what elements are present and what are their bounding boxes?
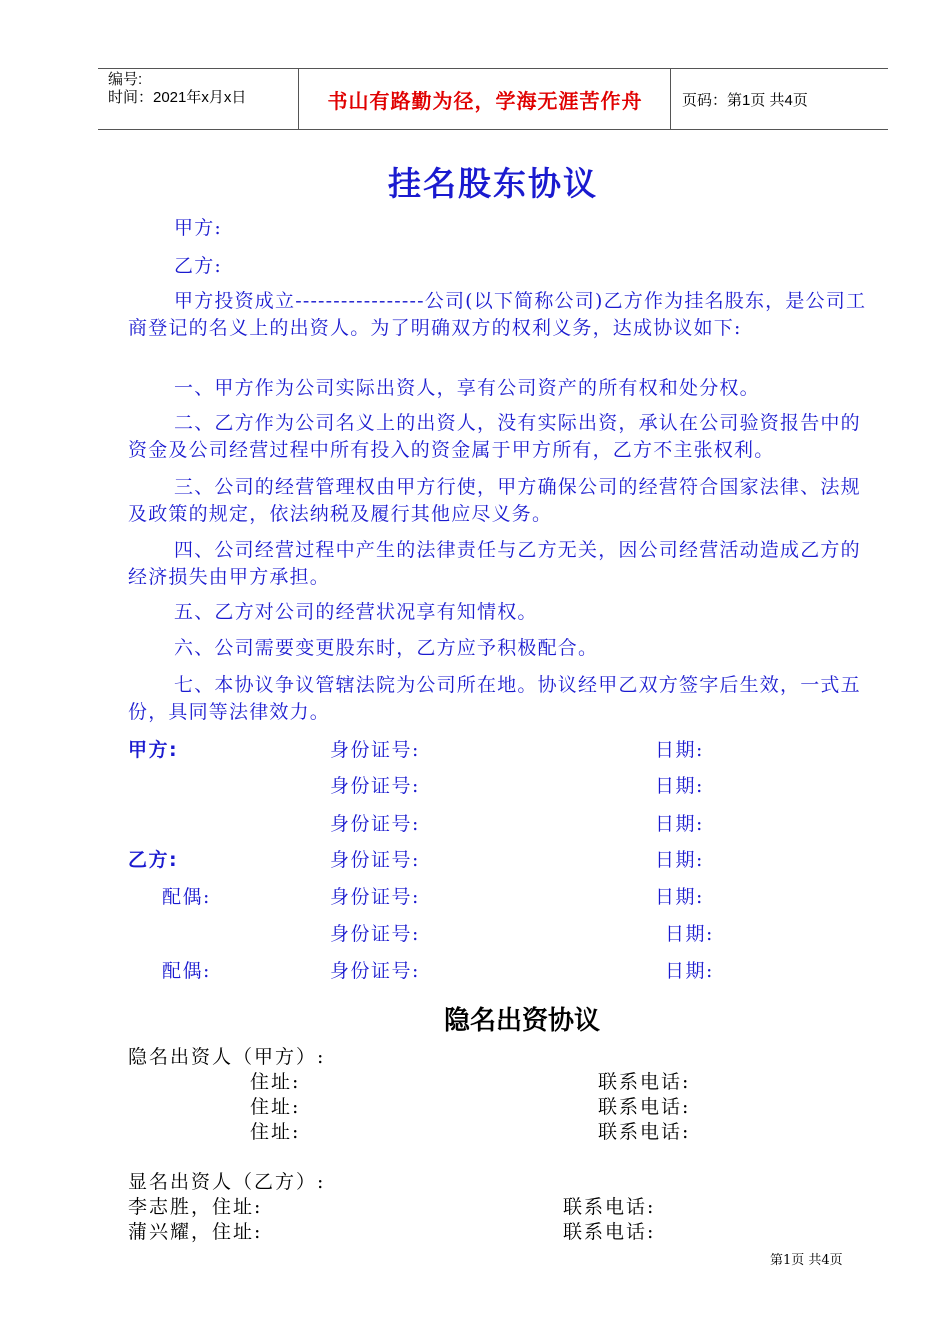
signature-id-label: 身份证号: <box>330 813 420 835</box>
signature-date-label: 日期: <box>655 813 704 835</box>
header-divider <box>670 69 671 129</box>
signature-id-label: 身份证号: <box>330 886 420 908</box>
signature-date-label: 日期: <box>655 775 704 797</box>
phone-label: 联系电话: <box>563 1196 656 1218</box>
clause-2: 二、乙方作为公司名义上的出资人，没有实际出资，承认在公司验资报告中的资金及公司经营过程中所有投入的资金属于甲方所有，乙方不主张权利。 <box>128 412 861 461</box>
phone-label: 联系电话: <box>598 1096 691 1118</box>
document-time-label: 时间：2021年x月x日 <box>108 89 247 106</box>
address-label: 住址: <box>250 1071 301 1093</box>
address-label: 住址: <box>250 1096 301 1118</box>
phone-label: 联系电话: <box>598 1121 691 1143</box>
phone-label: 联系电话: <box>563 1221 656 1243</box>
document-number-label: 编号: <box>108 71 143 88</box>
named-investor-heading: 显名出资人（乙方）: <box>128 1171 326 1193</box>
signature-date-label: 日期: <box>655 849 704 871</box>
signature-id-label: 身份证号: <box>330 739 420 761</box>
clause-1: 一、甲方作为公司实际出资人，享有公司资产的所有权和处分权。 <box>174 377 760 399</box>
signature-date-label: 日期: <box>665 923 714 945</box>
signature-spouse: 配偶: <box>162 960 211 982</box>
clause-5: 五、乙方对公司的经营状况享有知情权。 <box>174 601 538 623</box>
signature-id-label: 身份证号: <box>330 960 420 982</box>
named-person-1: 李志胜，住址: <box>128 1196 263 1218</box>
signature-id-label: 身份证号: <box>330 849 420 871</box>
header-motto: 书山有路勤为径，学海无涯苦作舟 <box>327 89 643 113</box>
address-label: 住址: <box>250 1121 301 1143</box>
header-meta <box>108 71 246 107</box>
second-document-title: 隐名出资协议 <box>443 1006 600 1036</box>
header-page-number: 页码：第1页 共4页 <box>682 92 808 109</box>
header-divider <box>298 69 299 129</box>
clause-6: 六、公司需要变更股东时，乙方应予积极配合。 <box>174 637 599 659</box>
clause-4: 四、公司经营过程中产生的法律责任与乙方无关，因公司经营活动造成乙方的经济损失由甲方承担。 <box>128 539 861 588</box>
named-person-2: 蒲兴耀，住址: <box>128 1221 263 1243</box>
signature-party-b: 乙方: <box>128 849 179 871</box>
hidden-investor-heading: 隐名出资人（甲方）: <box>128 1046 326 1068</box>
page-header <box>98 68 888 130</box>
signature-date-label: 日期: <box>655 886 704 908</box>
party-b-line: 乙方: <box>174 255 223 277</box>
signature-spouse: 配偶: <box>162 886 211 908</box>
signature-id-label: 身份证号: <box>330 775 420 797</box>
clause-7: 七、本协议争议管辖法院为公司所在地。协议经甲乙双方签字后生效，一式五份，具同等法律效力。 <box>128 674 861 723</box>
signature-date-label: 日期: <box>665 960 714 982</box>
party-a-line: 甲方: <box>174 217 223 239</box>
clause-3: 三、公司的经营管理权由甲方行使，甲方确保公司的经营符合国家法律、法规及政策的规定，依法纳税及履行其他应尽义务。 <box>128 476 861 525</box>
footer-page-number: 第1页 共4页 <box>770 1253 843 1268</box>
signature-date-label: 日期: <box>655 739 704 761</box>
intro-paragraph: 甲方投资成立-----------------公司(以下简称公司)乙方作为挂名股东，是公司工商登记的名义上的出资人。为了明确双方的权利义务，达成协议如下: <box>128 290 867 339</box>
phone-label: 联系电话: <box>598 1071 691 1093</box>
signature-party-a: 甲方: <box>128 739 179 761</box>
document-title: 挂名股东协议 <box>388 164 598 203</box>
signature-id-label: 身份证号: <box>330 923 420 945</box>
